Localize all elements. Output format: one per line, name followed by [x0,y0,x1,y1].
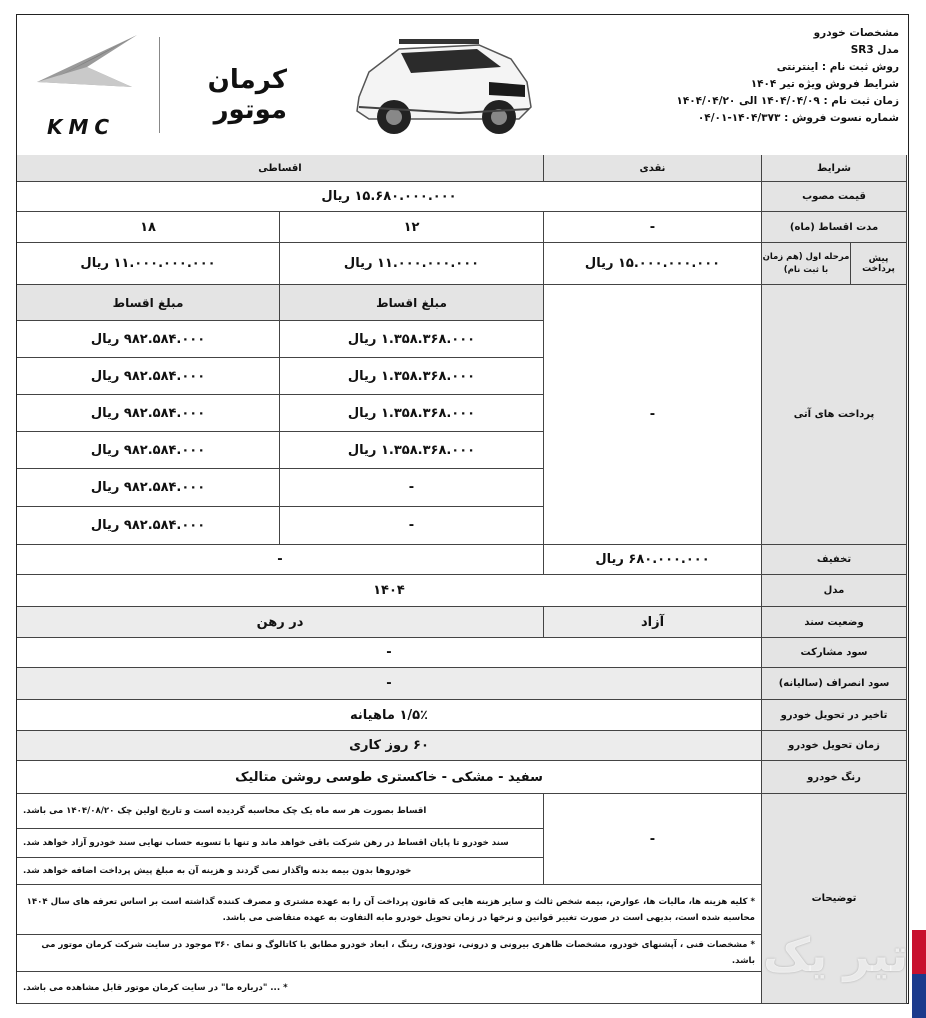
specs-period: زمان ثبت نام : ۱۴۰۴/۰۴/۰۹ الی ۱۴۰۴/۰۴/۲۰ [676,95,899,107]
label-car-color: رنگ خودرو [762,761,907,794]
installment-18-row: ۹۸۲.۵۸۴.۰۰۰ ریال [17,321,280,358]
prepay-12: ۱۱.۰۰۰.۰۰۰.۰۰۰ ریال [280,243,544,285]
label-cancellation-profit: سود انصراف (سالیانه) [762,668,907,700]
label-delivery-time: زمان تحویل خودرو [762,731,907,761]
label-conditions: شرایط [762,155,907,182]
prepay-cash: ۱۵.۰۰۰.۰۰۰.۰۰۰ ریال [544,243,762,285]
kmc-logo [27,27,287,143]
header-installment: اقساطی [17,155,544,182]
installment-12-row: ۱.۳۵۸.۳۶۸.۰۰۰ ریال [280,395,544,432]
installment-18-row: ۹۸۲.۵۸۴.۰۰۰ ریال [17,395,280,432]
label-model: مدل [762,575,907,607]
delivery-value: ۶۰ روز کاری [17,731,762,761]
label-prepayment: پیش پرداخت [851,243,907,285]
participation-value: - [17,638,762,668]
header-cash: نقدی [544,155,762,182]
specs-block [599,25,899,127]
watermark-stripe-red [912,930,926,974]
installment-18-row: ۹۸۲.۵۸۴.۰۰۰ ریال [17,358,280,395]
installment-12-row: ۱.۳۵۸.۳۶۸.۰۰۰ ریال [280,432,544,469]
kmc-emblem-icon [27,27,147,107]
discount-cash: ۶۸۰.۰۰۰.۰۰۰ ریال [544,545,762,575]
note-general: * مشخصات فنی ، آپشنهای خودرو، مشخصات ظاهری بیرونی و درونی، تودوزی، رینگ ، ابعاد خودرو مطابق با کاتالوگ و نمای ۳۶۰ موجود در سایت شرکت کرمان موتور می باشد. [17,935,762,972]
label-future-payments: پرداخت های آتی [762,285,907,545]
installment-18-row: ۹۸۲.۵۸۴.۰۰۰ ریال [17,507,280,545]
specs-model: مدل SR3 [850,44,899,56]
installment-header-18: مبلغ اقساط [17,285,280,321]
installment-12-row: - [280,507,544,545]
prepay-18: ۱۱.۰۰۰.۰۰۰.۰۰۰ ریال [17,243,280,285]
label-delivery-delay: تاخیر در تحویل خودرو [762,700,907,731]
specs-circular: شماره نسوت فروش : ۱۴۰۴/۳۷۳-۰۴/۰۱ [697,112,899,124]
watermark: تیر یک [762,928,908,982]
specs-method: روش ثبت نام : اینترنتی [776,61,899,73]
label-discount: تخفیف [762,545,907,575]
installment-12-row: ۱.۳۵۸.۳۶۸.۰۰۰ ریال [280,321,544,358]
future-cash: - [544,285,762,545]
label-approved-price: قیمت مصوب [762,182,907,212]
installment-header-12: مبلغ اقساط [280,285,544,321]
delay-value: ۱/۵٪ ماهیانه [17,700,762,731]
label-installment-period: مدت اقساط (ماه) [762,212,907,243]
logo-divider [159,37,160,133]
brand-fa: کرمان موتور [207,65,287,125]
period-cash: - [544,212,762,243]
installment-12-row: ۱.۳۵۸.۳۶۸.۰۰۰ ریال [280,358,544,395]
specs-title: مشخصات خودرو [813,27,899,39]
installment-12-row: - [280,469,544,507]
note-installment: خودروها بدون بیمه بدنه واگذار نمی گردند و هزینه آن به مبلغ پیش پرداخت اضافه خواهد شد. [17,858,544,885]
installment-18-row: ۹۸۲.۵۸۴.۰۰۰ ریال [17,432,280,469]
period-12: ۱۲ [280,212,544,243]
label-participation-profit: سود مشارکت [762,638,907,668]
header [17,15,907,156]
specs-terms: شرایط فروش ویژه تیر ۱۴۰۴ [750,78,899,90]
doc-installment: در رهن [17,607,544,638]
doc-cash: آزاد [544,607,762,638]
discount-installment: - [17,545,544,575]
note-installment: اقساط بصورت هر سه ماه یک چک محاسبه گردیده است و تاریخ اولین چک ۱۴۰۴/۰۸/۲۰ می باشد. [17,794,544,829]
notes-cash: - [544,794,762,885]
label-first-stage: مرحله اول (هم زمان با ثبت نام) [762,243,851,285]
period-18: ۱۸ [17,212,280,243]
car-image [339,27,539,145]
note-general: * ... "درباره ما" در سایت کرمان موتور قابل مشاهده می باشد. [17,972,762,1004]
label-notes: توضیحات [762,794,907,1004]
label-doc-status: وضعیت سند [762,607,907,638]
note-general: * کلیه هزینه ها، مالیات ها، عوارض، بیمه شخص ثالث و سایر هزینه هایی که قانون پرداخت آن را به عهده مشتری و مصرف کننده گذاشته است بر اساس تعرفه های سال ۱۴۰۴ محاسبه شده است، بدیهی است در صورت تغییر قوانین و نرخها در زمان تحویل خودرو مابه التفاوت به عهده متقاضی می باشد. [17,885,762,935]
price-sheet [16,14,909,1004]
approved-price: ۱۵.۶۸۰.۰۰۰.۰۰۰ ریال [17,182,762,212]
model-value: ۱۴۰۴ [17,575,762,607]
installment-18-row: ۹۸۲.۵۸۴.۰۰۰ ریال [17,469,280,507]
note-installment: سند خودرو تا پایان اقساط در رهن شرکت باقی خواهد ماند و تنها با تسویه حساب نهایی سند خودرو آزاد خواهد شد. [17,829,544,858]
brand-en: KMC [47,115,116,139]
color-value: سفید - مشکی - خاکستری طوسی روشن متالیک [17,761,762,794]
cancellation-value: - [17,668,762,700]
watermark-stripe-blue [912,974,926,1018]
